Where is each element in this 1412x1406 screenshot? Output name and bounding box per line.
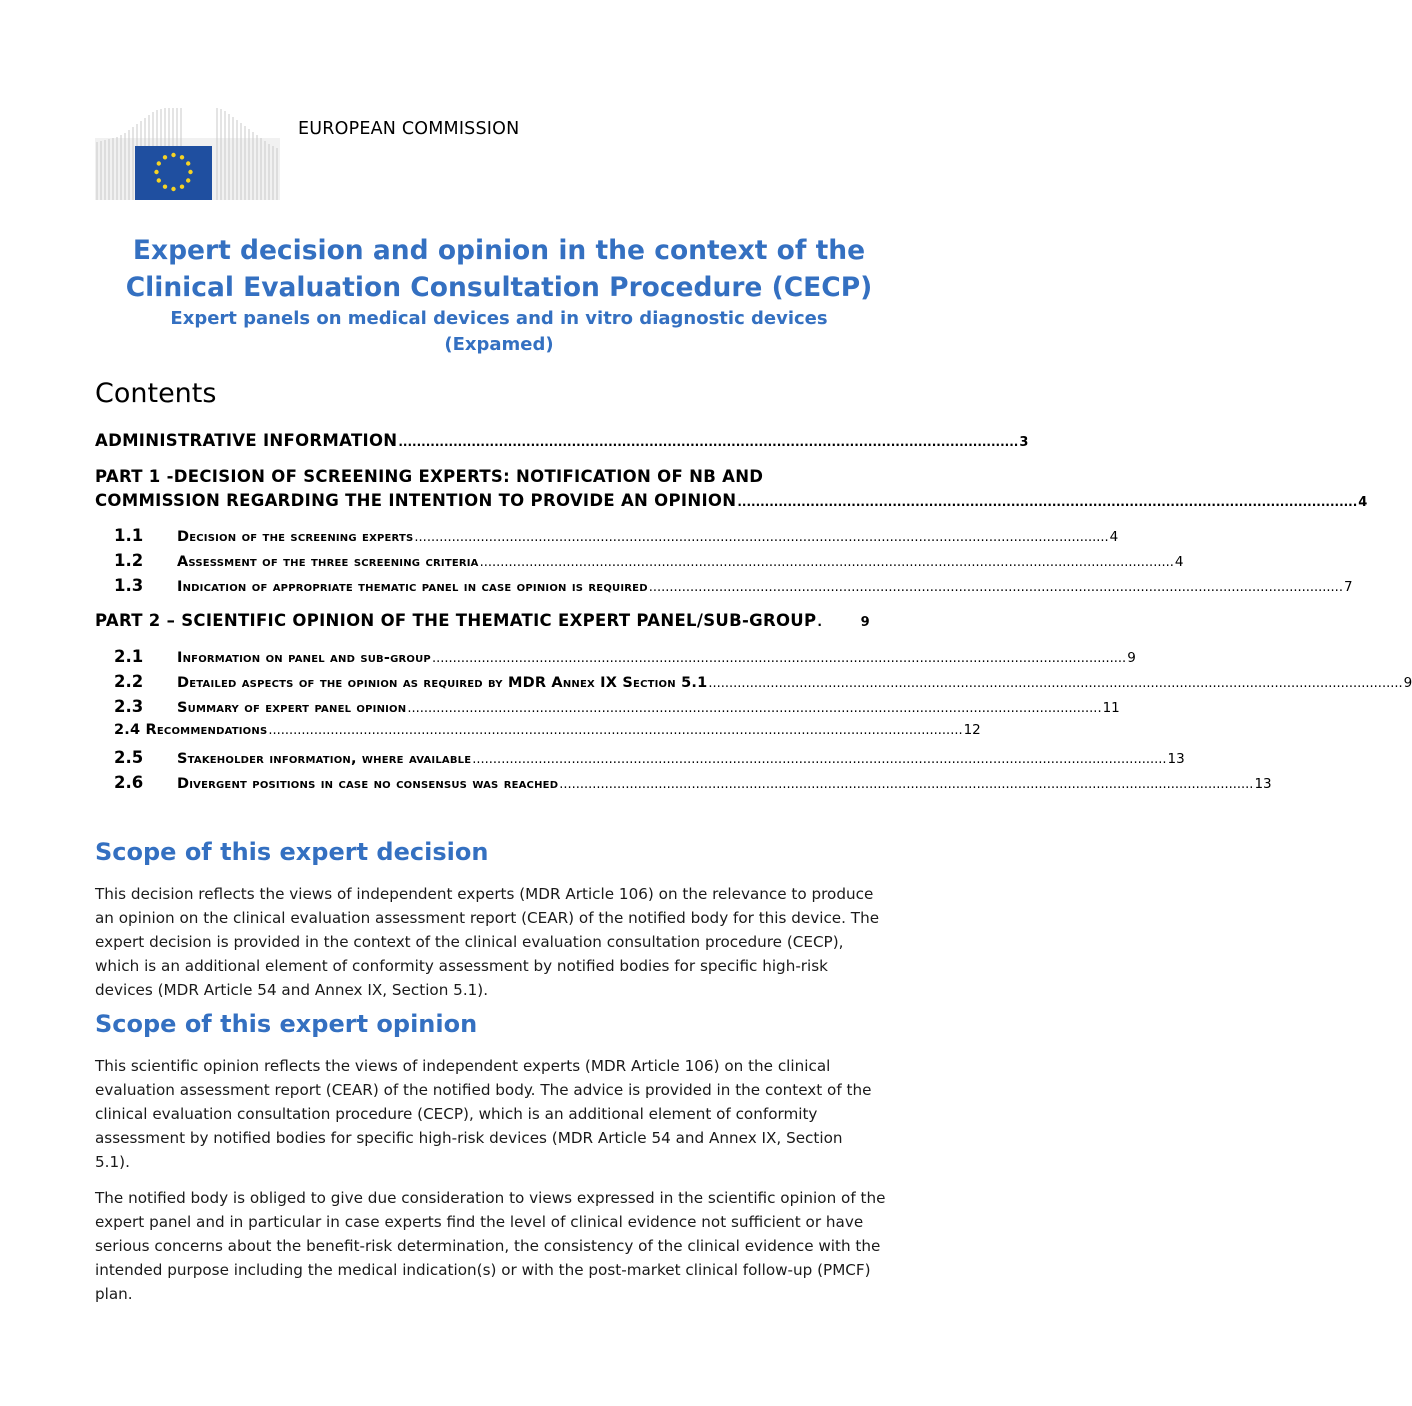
toc-section-number: 1.3 (114, 576, 144, 595)
toc-entry-administrative[interactable] (95, 431, 1029, 450)
toc-entry-2-5[interactable] (114, 748, 1185, 767)
toc-section-number: 2.5 (114, 748, 144, 767)
paragraph-line: This scientific opinion reflects the views of independent experts (MDR Article 106) on the clinical (95, 1057, 831, 1075)
toc-leader-dots: ........................................................................................................................................................................ (479, 555, 1174, 570)
paragraph-line: plan. (95, 1285, 133, 1303)
toc-section-number: 2.6 (114, 773, 144, 792)
subtitle-line-2: (Expamed) (444, 334, 554, 355)
paragraph-line: expert decision is provided in the context of the clinical evaluation consultation procedure (CECP), (95, 933, 844, 951)
toc-entry-title-line-2: COMMISSION REGARDING THE INTENTION TO PROVIDE AN OPINION (95, 491, 737, 510)
paragraph-line: assessment by notified bodies for specific high-risk devices (MDR Article 54 and Annex IX, Section (95, 1129, 843, 1147)
toc-leader-dots: ........................................................................................................................................................................ (414, 530, 1109, 545)
paragraph-line: 5.1). (95, 1153, 130, 1171)
contents-heading: Contents (95, 378, 217, 409)
toc-entry-title: Indication of appropriate thematic panel in case opinion is required (177, 579, 648, 595)
toc-entry-title: ADMINISTRATIVE INFORMATION (95, 431, 398, 450)
paragraph-line: which is an additional element of conformity assessment by notified bodies for specific high-risk (95, 957, 828, 975)
toc-page-number: 12 (963, 722, 981, 738)
toc-entry-title: Decision of the screening experts (177, 529, 414, 545)
title-line-2: Clinical Evaluation Consultation Procedure (CECP) (125, 272, 873, 303)
toc-entry-2-6[interactable] (114, 773, 1272, 792)
toc-page-number: 11 (1102, 700, 1120, 716)
toc-leader-dots: ........................................................................................................................................................................ (559, 777, 1254, 792)
toc-entry-part-2[interactable] (95, 611, 870, 630)
toc-page-number: 4 (1109, 529, 1119, 545)
toc-entry-2-1[interactable] (114, 647, 1136, 666)
scope-decision-heading: Scope of this expert decision (95, 838, 489, 866)
toc-entry-title: PART 2 – SCIENTIFIC OPINION OF THE THEMATIC EXPERT PANEL/SUB-GROUP (95, 611, 817, 630)
paragraph-line: serious concerns about the benefit-risk determination, the consistency of the clinical evidence with the (95, 1237, 881, 1255)
toc-leader-dots: ........................................................................................................................................................................ (407, 701, 1102, 716)
toc-entry-title: Summary of expert panel opinion (177, 700, 407, 716)
organization-name: EUROPEAN COMMISSION (298, 119, 520, 139)
scope-opinion-heading: Scope of this expert opinion (95, 1010, 478, 1038)
toc-section-number: 1.1 (114, 526, 144, 545)
toc-entry-1-2[interactable] (114, 551, 1184, 570)
european-commission-logo (95, 108, 280, 200)
toc-leader-dots: ........................................................................................................................................................................ (268, 723, 963, 738)
paragraph-line: devices (MDR Article 54 and Annex IX, Section 5.1). (95, 981, 489, 999)
scope-opinion-paragraph-1 (95, 1054, 907, 1174)
toc-section-number: 2.2 (114, 672, 144, 691)
toc-leader-dots: ........................................................................................................................................ (398, 435, 1019, 449)
scope-opinion-paragraph-2 (95, 1186, 907, 1306)
paragraph-line: This decision reflects the views of independent experts (MDR Article 106) on the relevance to produce (95, 885, 874, 903)
paragraph-line: clinical evaluation consultation procedure (CECP), which is an additional element of conformity (95, 1105, 818, 1123)
toc-section-number: 2.1 (114, 647, 144, 666)
toc-page-number: 4 (1174, 554, 1184, 570)
toc-leader-dots: . (817, 615, 822, 629)
toc-entry-title: Detailed aspects of the opinion as required by MDR Annex IX Section 5.1 (177, 675, 708, 691)
toc-entry-title: 2.4 Recommendations (114, 722, 268, 738)
toc-entry-2-3[interactable] (114, 697, 1120, 716)
toc-entry-part-1[interactable] (95, 465, 1368, 515)
toc-page-number: 13 (1167, 751, 1185, 767)
toc-entry-1-1[interactable] (114, 526, 1119, 545)
toc-entry-2-2[interactable] (114, 672, 1412, 691)
paragraph-line: expert panel and in particular in case experts find the level of clinical evidence not sufficient or have (95, 1213, 864, 1231)
toc-section-number: 2.3 (114, 697, 144, 716)
document-title (60, 232, 938, 358)
toc-entry-1-3[interactable] (114, 576, 1353, 595)
toc-entry-2-4[interactable] (114, 722, 981, 738)
toc-leader-dots: ........................................................................................................................................................................ (472, 752, 1167, 767)
toc-page-number: 4 (1358, 495, 1368, 510)
ec-logo-graphic (95, 108, 280, 200)
paragraph-line: intended purpose including the medical indication(s) or with the post-market clinical follow-up (PMCF) (95, 1261, 871, 1279)
toc-page-number: 9 (860, 615, 870, 630)
toc-page-number: 9 (1127, 650, 1136, 666)
toc-entry-title: Assessment of the three screening criteria (177, 554, 479, 570)
paragraph-line: evaluation assessment report (CEAR) of the notified body. The advice is provided in the context of the (95, 1081, 872, 1099)
paragraph-line: an opinion on the clinical evaluation assessment report (CEAR) of the notified body for this device. The (95, 909, 880, 927)
toc-entry-title: Divergent positions in case no consensus was reached (177, 776, 559, 792)
scope-decision-paragraph (95, 882, 907, 1002)
toc-leader-dots: ........................................................................................................................................................................ (648, 580, 1343, 595)
toc-page-number: 3 (1019, 435, 1029, 450)
toc-page-number: 9 (1403, 675, 1412, 691)
toc-entry-title: Stakeholder information, where available (177, 751, 472, 767)
toc-leader-dots: ........................................................................................................................................ (737, 495, 1358, 509)
subtitle-line-1: Expert panels on medical devices and in vitro diagnostic devices (170, 308, 828, 329)
toc-page-number: 7 (1343, 579, 1353, 595)
title-line-1: Expert decision and opinion in the context of the (132, 235, 866, 266)
toc-page-number: 13 (1254, 776, 1272, 792)
toc-leader-dots: ........................................................................................................................................................................ (708, 676, 1403, 691)
paragraph-line: The notified body is obliged to give due consideration to views expressed in the scientific opinion of the (95, 1189, 886, 1207)
toc-leader-dots: ........................................................................................................................................................................ (431, 651, 1127, 666)
toc-entry-title-line-1: PART 1 -DECISION OF SCREENING EXPERTS: NOTIFICATION OF NB AND (95, 467, 764, 486)
toc-entry-title: Information on panel and sub-group (177, 650, 431, 666)
toc-section-number: 1.2 (114, 551, 144, 570)
